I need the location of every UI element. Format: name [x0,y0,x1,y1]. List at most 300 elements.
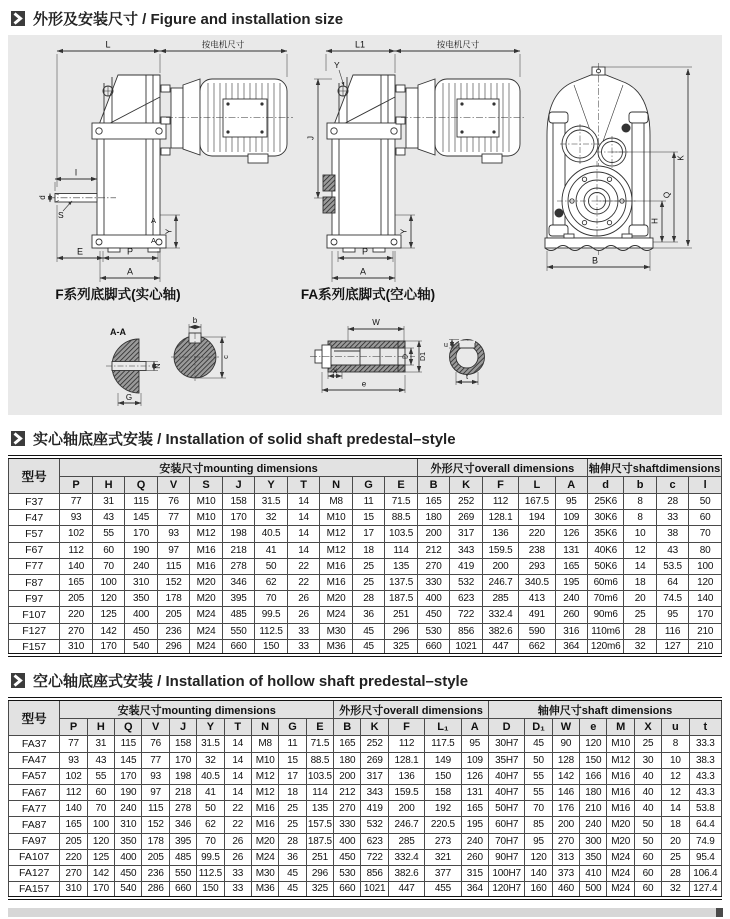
dimension-cell: 102 [60,768,87,784]
dimension-cell: 103.5 [385,526,418,542]
dimension-cell: 364 [555,639,588,655]
dimension-cell: M12 [607,752,634,768]
model-cell: F127 [9,623,60,639]
dimension-cell: 346 [169,817,196,833]
dimension-cell: M30 [320,623,353,639]
dim-label-d: d [38,195,47,200]
dimension-cell: 343 [450,542,483,558]
dimension-cell: 120 [525,849,552,865]
dimension-cell: 313 [552,849,579,865]
dimension-cell: 660 [334,882,361,898]
dimension-cell: 200 [388,801,424,817]
column-header: F [482,477,518,494]
dimension-cell: 28 [279,833,306,849]
dimension-cell: 33.3 [689,736,721,752]
dimension-cell: 55 [92,526,125,542]
dimension-cell: 14 [287,510,320,526]
column-header-model: 型号 [9,699,60,736]
dimension-cell: 95 [656,607,689,623]
dimension-cell: M10 [190,510,223,526]
dimension-cell: 70 [525,801,552,817]
dim-label-u: u [444,342,448,349]
dimension-cell: 35H7 [488,752,524,768]
dimension-cell: 240 [555,591,588,607]
dimension-cell: 240 [580,817,607,833]
dimension-cell: 25 [352,558,385,574]
column-header: V [157,477,190,494]
column-header: Y [255,477,288,494]
column-group-header: 轴伸尺寸shaftdimensions [588,457,722,477]
dimension-cell: 131 [555,542,588,558]
dimension-cell: 252 [361,736,388,752]
dimension-cell: M24 [190,623,223,639]
dimension-cell: 40H7 [488,784,524,800]
dimension-cell: 158 [222,494,255,510]
dimension-cell: 32 [662,882,689,898]
dimension-cell: 33 [287,623,320,639]
dim-label-G: G [125,393,133,402]
dimension-cell: 310 [60,882,87,898]
dimension-cell: 31.5 [197,736,224,752]
column-header: Y [197,719,224,736]
dim-label-S: S [58,210,64,220]
dimension-cell: 90H7 [488,849,524,865]
dimension-cell: M12 [251,768,278,784]
dimension-cell: M16 [190,558,223,574]
column-header: E [385,477,418,494]
dimension-cell: 93 [157,526,190,542]
dimension-cell: 95 [461,736,488,752]
dimension-cell: 160 [525,882,552,898]
dimension-cell: 93 [142,768,169,784]
dimension-cell: 112 [482,494,518,510]
dimension-cell: 532 [361,817,388,833]
column-header: Q [115,719,142,736]
dimension-cell: 270 [417,558,450,574]
dimension-cell: 8 [662,736,689,752]
dimension-cell: 40 [634,801,661,817]
dimension-cell: 55 [525,768,552,784]
dimension-cell: 159.5 [482,542,518,558]
detail-shaft-section [171,316,230,381]
dimension-cell: 112 [388,736,424,752]
dimension-cell: 500 [580,882,607,898]
column-header: d [588,477,624,494]
dimension-cell: 187.5 [306,833,333,849]
dimension-cell: 350 [115,833,142,849]
dimension-cell: M24 [607,849,634,865]
dimension-cell: 540 [125,639,158,655]
dimension-cell: 50 [634,817,661,833]
dimension-cell: 220 [519,526,555,542]
dimension-cell: 62 [255,574,288,590]
dimension-cell: 382.6 [388,865,424,881]
dimension-cell: 40 [634,768,661,784]
dimension-cell: 95 [525,833,552,849]
dimension-cell: 251 [306,849,333,865]
dimension-cell: M36 [251,882,278,898]
dimension-cell: 447 [388,882,424,898]
caption-fa-series: FA系列底脚式(空心轴) [300,287,436,302]
dimension-cell: 240 [115,801,142,817]
dimension-cell: 450 [334,849,361,865]
dimension-cell: 43.3 [689,784,721,800]
column-header: T [287,477,320,494]
column-group-header: 外形尺寸overall dimensions [334,699,489,719]
dimension-cell: 112.5 [255,623,288,639]
dimension-cell: 273 [425,833,461,849]
dimension-cell: 18 [662,817,689,833]
column-header: G [352,477,385,494]
dimension-cell: 120m6 [588,639,624,655]
dimension-cell: 205 [157,607,190,623]
dimension-cell: 125 [87,849,114,865]
fa-series-side-view [301,40,525,303]
solid-shaft-table-head [9,457,722,494]
dimension-cell: 1021 [361,882,388,898]
dimension-cell: 28 [656,494,689,510]
table-row [9,801,722,817]
section-letter-A: A [151,216,157,225]
dimension-cell: 97 [142,784,169,800]
dimension-cell: 296 [157,639,190,655]
dimension-cell: 95.4 [689,849,721,865]
dimension-cell: 45 [279,882,306,898]
dimension-cell: 70m6 [588,591,624,607]
dimension-cell: 109 [461,752,488,768]
dimension-cell: 40H7 [488,768,524,784]
dimension-cell: 100H7 [488,865,524,881]
dimension-cell: 447 [482,639,518,655]
dimension-cell: 200 [552,817,579,833]
section-title-solid-text: 实心轴底座式安装 / Installation of solid shaft predestal–style [33,431,456,448]
column-header: t [689,719,721,736]
dimension-cell: 660 [169,882,196,898]
dimension-cell: 43 [87,752,114,768]
column-header: V [142,719,169,736]
dimension-cell: 28 [624,623,657,639]
dimension-cell: 50 [197,801,224,817]
dimension-cell: 64.4 [689,817,721,833]
dimension-cell: 128.1 [482,510,518,526]
dim-label-L: L [105,39,111,50]
dimension-cell: M24 [251,849,278,865]
dimension-cell: 165 [417,494,450,510]
dimension-cell: 14 [662,801,689,817]
dimension-cell: 660 [222,639,255,655]
dimension-cell: 74.5 [656,591,689,607]
dimension-cell: 131 [461,784,488,800]
dimension-cell: 127 [656,639,689,655]
column-header: A [461,719,488,736]
dimension-cell: M10 [607,736,634,752]
dimension-cell: 8 [624,494,657,510]
dimension-cell: 315 [461,865,488,881]
dimension-cell: 14 [287,542,320,558]
dimension-cell: 115 [125,494,158,510]
dimension-cell: 491 [519,607,555,623]
dimension-cell: 210 [580,801,607,817]
dimension-cell: 270 [60,865,87,881]
dimension-cell: M10 [320,510,353,526]
dimension-cell: 31 [87,736,114,752]
f-series-side-view [38,40,293,303]
dimension-cell: 485 [169,849,196,865]
dimension-cell: 150 [255,639,288,655]
dim-label-e: e [361,379,367,389]
dimension-cell: 285 [388,833,424,849]
dim-label-P: P [361,246,369,257]
dimension-cell: 198 [222,526,255,542]
dimension-cell: 15 [352,510,385,526]
dimension-cell: 32 [624,639,657,655]
dimension-cell: 170 [169,752,196,768]
dimension-cell: M12 [320,526,353,542]
dimension-cell: 296 [385,623,418,639]
dimension-cell: 125 [92,607,125,623]
dimension-cell: 90m6 [588,607,624,623]
column-header-row [9,477,722,494]
dimension-cell: 45 [352,639,385,655]
table-row [9,736,722,752]
dimension-cell: M16 [190,542,223,558]
dimension-cell: 28 [662,865,689,881]
dimension-cell: 43 [656,542,689,558]
dimension-cell: 116 [656,623,689,639]
dimension-cell: 90 [552,736,579,752]
table-row [9,833,722,849]
dimension-cell: 350 [125,591,158,607]
column-header: L [519,477,555,494]
dim-label-l: l [75,167,77,178]
dimension-cell: 286 [142,882,169,898]
dimension-cell: 97 [157,542,190,558]
dimension-cell: 38.3 [689,752,721,768]
dimension-cell: 33 [287,639,320,655]
model-cell: F67 [9,542,60,558]
dimension-cell: 532 [450,574,483,590]
table-row [9,639,722,655]
column-group-header: 外形尺寸overall dimensions [417,457,587,477]
dimension-cell: 200 [482,558,518,574]
column-header: D₁ [525,719,552,736]
dimension-cell: 62 [197,817,224,833]
dimension-cell: 205 [142,849,169,865]
column-header: J [169,719,196,736]
dimension-cell: 50H7 [488,801,524,817]
caption-f-series: F系列底脚式(实心轴) [55,287,181,302]
model-cell: FA47 [9,752,60,768]
dimension-cell: 1021 [450,639,483,655]
dimension-cell: 53.8 [689,801,721,817]
dimension-cell: 190 [125,542,158,558]
dimension-cell: 400 [115,849,142,865]
dimension-cell: 50K6 [588,558,624,574]
dimension-cell: 25 [279,801,306,817]
dimension-cell: 150 [425,768,461,784]
dim-label-D1: D1 [420,352,427,361]
dimension-cell: 343 [361,784,388,800]
dimension-cell: 194 [519,510,555,526]
dimension-cell: 395 [222,591,255,607]
dimension-cell: 136 [388,768,424,784]
dimension-cell: 149 [425,752,461,768]
dimension-cell: 310 [115,817,142,833]
dimension-cell: 26 [287,607,320,623]
dim-label-Y: Y [334,60,340,70]
dimension-cell: 330 [417,574,450,590]
section-mark-label: A-A [110,327,126,337]
column-header: J [222,477,255,494]
dimension-cell: 170 [125,526,158,542]
dimension-cell: 60 [634,849,661,865]
table-row [9,752,722,768]
dimension-cell: 310 [60,639,93,655]
table-row [9,607,722,623]
dimension-cell: 60 [634,865,661,881]
dimension-cell: 60 [92,542,125,558]
dimension-cell: 278 [169,801,196,817]
dimension-cell: 293 [519,558,555,574]
dimension-cell: 43 [92,510,125,526]
dimension-cell: 317 [361,768,388,784]
dimension-cell: 373 [552,865,579,881]
dimension-cell: 218 [222,542,255,558]
dim-label-N: N [153,363,162,369]
dimension-cell: 25 [279,817,306,833]
dimension-cell: 45 [279,865,306,881]
dimension-cell: 623 [450,591,483,607]
dimension-cell: 110m6 [588,623,624,639]
model-cell: F97 [9,591,60,607]
dim-label-b: b [192,316,198,325]
dimension-cell: M20 [607,817,634,833]
table-row [9,574,722,590]
dimension-cell: 316 [555,623,588,639]
group-header-row [9,699,722,719]
dimension-cell: 158 [169,736,196,752]
column-header: l [689,477,722,494]
dimension-cell: 99.5 [255,607,288,623]
dimension-cell: 180 [417,510,450,526]
dimension-cell: 238 [519,542,555,558]
column-header: K [450,477,483,494]
dimension-cell: 662 [519,639,555,655]
dimension-cell: 205 [60,833,87,849]
dimension-cell: 180 [580,784,607,800]
dimension-cell: 11 [279,736,306,752]
dimension-cell: 192 [425,801,461,817]
model-cell: FA57 [9,768,60,784]
dimension-cell: 330 [334,817,361,833]
dimension-cell: 40K6 [588,542,624,558]
dimension-cell: M16 [607,768,634,784]
dimension-cell: 240 [461,833,488,849]
model-cell: FA127 [9,865,60,881]
dimension-cell: 50 [689,494,722,510]
column-header: S [190,477,223,494]
dimension-cell: 170 [689,607,722,623]
dimension-cell: 158 [425,784,461,800]
section-letter-A: A [151,236,157,245]
dimension-cell: 270 [334,801,361,817]
dimension-cell: 14 [224,784,251,800]
dim-label-E: E [76,246,84,257]
dimension-cell: 187.5 [385,591,418,607]
column-header: H [87,719,114,736]
dimension-cell: 136 [482,526,518,542]
dimension-cell: 114 [306,784,333,800]
dimension-cell: 218 [169,784,196,800]
column-header: G [279,719,306,736]
dimension-cell: 120 [87,833,114,849]
dimension-cell: 60 [87,784,114,800]
dim-label-Y: Y [399,228,409,235]
dimension-cell: 102 [60,526,93,542]
dimension-cell: 50 [634,833,661,849]
dimension-cell: 205 [60,591,93,607]
dimension-cell: 43.3 [689,768,721,784]
dimension-cell: 340.5 [519,574,555,590]
dimension-cell: 413 [519,591,555,607]
dimension-cell: 140 [60,801,87,817]
dimension-cell: 99.5 [197,849,224,865]
column-header: L₁ [425,719,461,736]
dimension-cell: 120 [580,736,607,752]
dimension-cell: 14 [224,768,251,784]
dimension-cell: M20 [251,833,278,849]
dimension-cell: 856 [450,623,483,639]
dimension-cell: 25K6 [588,494,624,510]
dimension-cell: 530 [334,865,361,881]
dimension-cell: 142 [552,768,579,784]
dimension-cell: 114 [385,542,418,558]
column-header: B [417,477,450,494]
dimension-cell: 198 [169,768,196,784]
dimension-cell: 540 [115,882,142,898]
column-header: D [488,719,524,736]
dimension-cell: 60H7 [488,817,524,833]
dimension-cell: 50 [255,558,288,574]
dimension-cell: 200 [417,526,450,542]
dimension-cell: 77 [142,752,169,768]
dimension-cell: 18 [624,574,657,590]
hollow-shaft-table [8,697,722,899]
dimension-cell: M16 [320,574,353,590]
dim-label-J: J [306,136,316,140]
dim-label-H: H [650,218,660,224]
dimension-cell: 120H7 [488,882,524,898]
dimension-cell: 278 [222,558,255,574]
model-cell: F47 [9,510,60,526]
dimension-cell: 17 [279,768,306,784]
dimension-cell: 70 [92,558,125,574]
dimension-cell: 170 [92,639,125,655]
dimension-cell: 70 [689,526,722,542]
dimension-cell: 115 [142,801,169,817]
dimension-cell: 26 [287,591,320,607]
dimension-cell: 145 [115,752,142,768]
dimension-cell: 210 [689,639,722,655]
dimension-cell: 77 [157,510,190,526]
dimension-cell: 120 [689,574,722,590]
column-header: X [634,719,661,736]
dimension-cell: 167.5 [519,494,555,510]
dimension-cell: 22 [224,801,251,817]
column-header: F [388,719,424,736]
dimension-cell: 325 [385,639,418,655]
group-header-row [9,457,722,477]
